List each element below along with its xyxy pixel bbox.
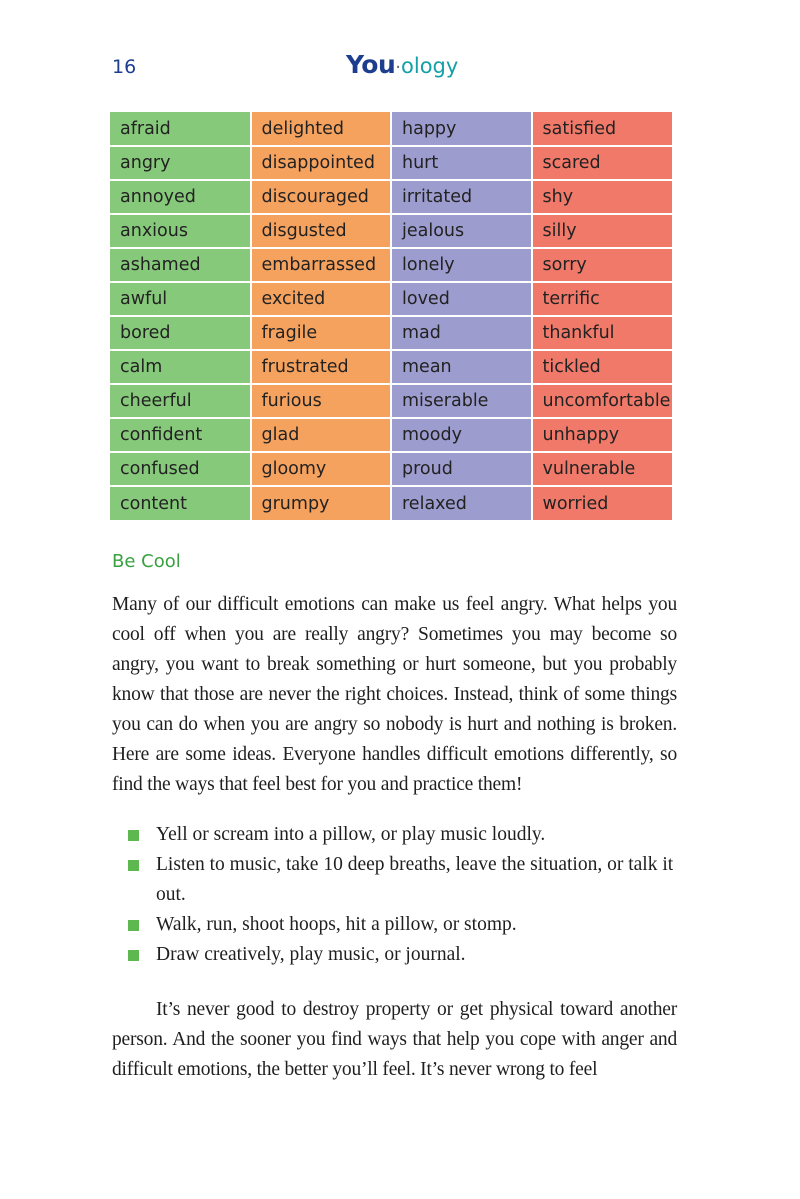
emotion-cell: confused — [110, 452, 251, 486]
emotion-cell: scared — [532, 146, 673, 180]
emotion-cell: calm — [110, 350, 251, 384]
emotions-row — [110, 146, 672, 180]
emotion-cell: frustrated — [251, 350, 392, 384]
emotion-cell: silly — [532, 214, 673, 248]
emotion-cell: discouraged — [251, 180, 392, 214]
emotion-cell: glad — [251, 418, 392, 452]
idea-item — [128, 820, 678, 850]
emotions-row — [110, 112, 672, 146]
square-bullet-icon — [128, 830, 139, 841]
emotions-row — [110, 350, 672, 384]
running-head-you: You — [346, 50, 396, 79]
section-heading: Be Cool — [112, 551, 181, 572]
emotions-row — [110, 418, 672, 452]
emotions-table-body — [110, 112, 672, 520]
emotion-cell: mad — [391, 316, 532, 350]
idea-item — [128, 910, 678, 940]
emotion-cell: loved — [391, 282, 532, 316]
emotion-cell: worried — [532, 486, 673, 520]
emotion-cell: shy — [532, 180, 673, 214]
running-head-dot: · — [395, 57, 402, 78]
emotion-cell: mean — [391, 350, 532, 384]
idea-item — [128, 850, 678, 910]
emotion-cell: sorry — [532, 248, 673, 282]
emotion-cell: afraid — [110, 112, 251, 146]
emotion-cell: disappointed — [251, 146, 392, 180]
emotion-cell: cheerful — [110, 384, 251, 418]
emotion-cell: proud — [391, 452, 532, 486]
running-head — [346, 50, 458, 79]
emotion-cell: furious — [251, 384, 392, 418]
square-bullet-icon — [128, 860, 139, 871]
emotion-cell: awful — [110, 282, 251, 316]
emotion-cell: moody — [391, 418, 532, 452]
emotions-row — [110, 316, 672, 350]
emotion-cell: angry — [110, 146, 251, 180]
emotions-row — [110, 214, 672, 248]
emotion-cell: content — [110, 486, 251, 520]
idea-item — [128, 940, 678, 970]
emotion-cell: irritated — [391, 180, 532, 214]
emotion-cell: hurt — [391, 146, 532, 180]
emotion-cell: gloomy — [251, 452, 392, 486]
emotion-cell: bored — [110, 316, 251, 350]
emotion-cell: relaxed — [391, 486, 532, 520]
running-head-ology: ology — [401, 54, 459, 78]
square-bullet-icon — [128, 920, 139, 931]
idea-text: Yell or scream into a pillow, or play music loudly. — [156, 824, 546, 845]
emotion-cell: disgusted — [251, 214, 392, 248]
emotion-cell: tickled — [532, 350, 673, 384]
idea-text: Listen to music, take 10 deep breaths, leave the situation, or talk it out. — [156, 854, 674, 905]
emotion-cell: thankful — [532, 316, 673, 350]
emotion-cell: delighted — [251, 112, 392, 146]
emotion-cell: uncomfortable — [532, 384, 673, 418]
closing-paragraph: It’s never good to destroy property or get physical toward another person. And the sooner you find ways that help you cope with anger and difficult emotions, the better you’ll feel. It’s never wrong to feel — [112, 999, 677, 1080]
emotions-row — [110, 486, 672, 520]
emotion-cell: annoyed — [110, 180, 251, 214]
emotion-cell: happy — [391, 112, 532, 146]
emotion-cell: terrific — [532, 282, 673, 316]
emotion-cell: unhappy — [532, 418, 673, 452]
emotion-cell: grumpy — [251, 486, 392, 520]
emotion-cell: satisfied — [532, 112, 673, 146]
emotion-cell: anxious — [110, 214, 251, 248]
emotion-cell: ashamed — [110, 248, 251, 282]
emotions-row — [110, 282, 672, 316]
square-bullet-icon — [128, 950, 139, 961]
emotions-row — [110, 384, 672, 418]
emotion-cell: miserable — [391, 384, 532, 418]
emotions-table — [110, 112, 672, 520]
emotion-cell: embarrassed — [251, 248, 392, 282]
ideas-list — [128, 820, 678, 970]
emotions-row — [110, 452, 672, 486]
emotion-cell: excited — [251, 282, 392, 316]
emotion-cell: vulnerable — [532, 452, 673, 486]
emotions-row — [110, 180, 672, 214]
emotion-cell: confident — [110, 418, 251, 452]
emotion-cell: jealous — [391, 214, 532, 248]
page-number: 16 — [112, 56, 137, 78]
idea-text: Walk, run, shoot hoops, hit a pillow, or stomp. — [156, 914, 517, 935]
emotions-row — [110, 248, 672, 282]
intro-paragraph: Many of our difficult emotions can make us feel angry. What helps you cool off when you are really angry? Sometimes you may become so angry, you want to break something or hurt someone, but you probably know that those are never the right choices. Instead, think of some things you can do when you are angry so nobody is hurt and nothing is broken. Here are some ideas. Everyone handles difficult emotions differently, so find the ways that feel best for you and practice them! — [112, 594, 677, 795]
emotion-cell: lonely — [391, 248, 532, 282]
idea-text: Draw creatively, play music, or journal. — [156, 944, 466, 965]
emotion-cell: fragile — [251, 316, 392, 350]
